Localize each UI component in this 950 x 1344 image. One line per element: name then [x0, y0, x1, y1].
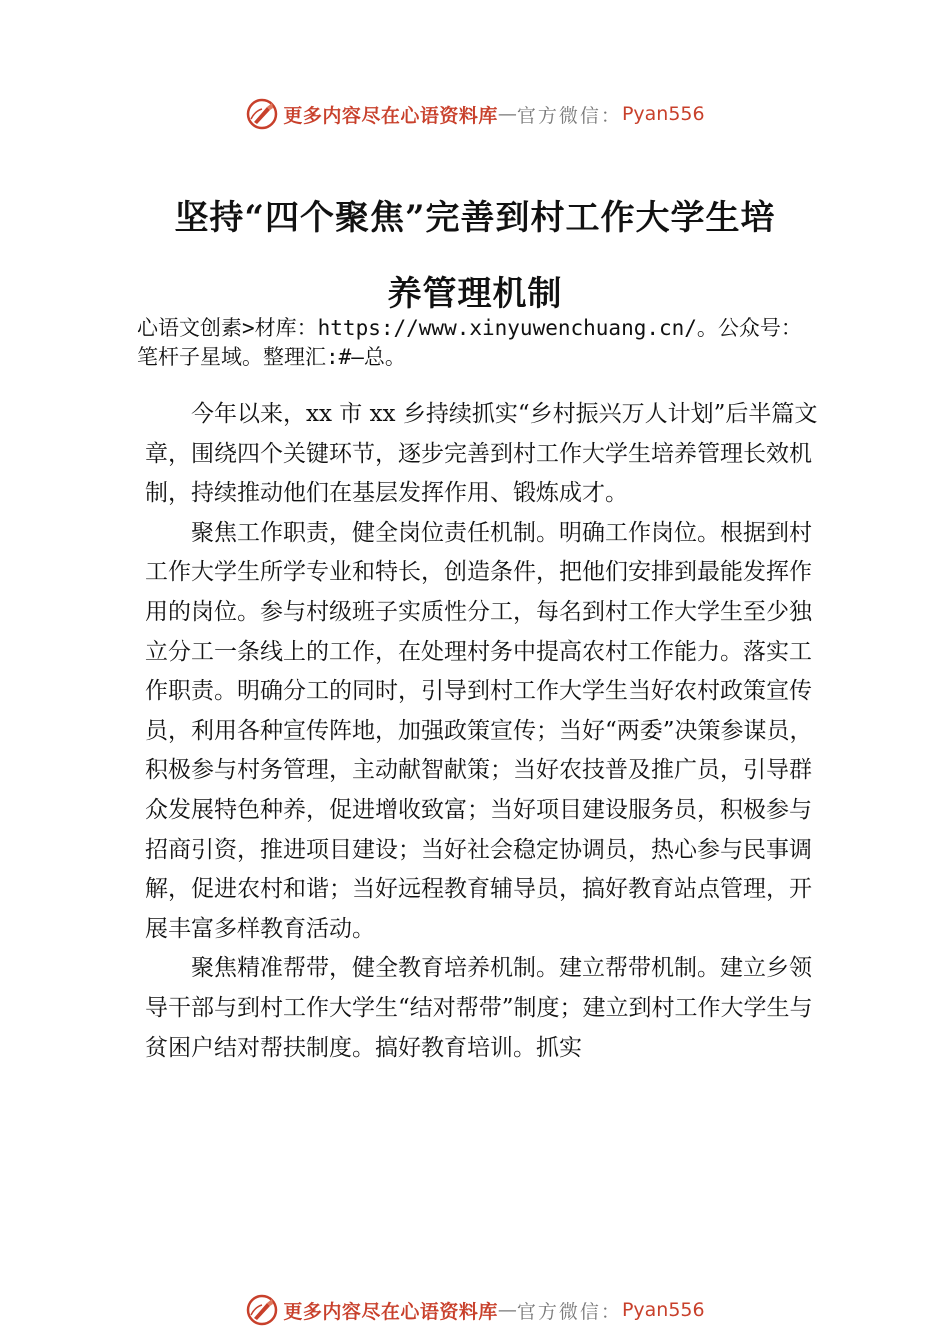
header-banner [0, 94, 950, 134]
banner-main-text: 更多内容尽在心语资料库 [283, 104, 498, 127]
footer-banner [0, 1290, 950, 1330]
pen-logo-icon [245, 1293, 279, 1327]
source-note-line-1: 心语文创素>材库：https://www.xinyuwenchuang.cn/。公众号： [137, 316, 802, 340]
document-title-line-1: 坚持“四个聚焦”完善到村工作大学生培 [174, 198, 776, 238]
banner-wechat-id: Pyan556 [621, 1299, 705, 1321]
banner-separator: — [497, 103, 517, 125]
source-note-line-2: 笔杆子星域。整理汇:#—总。 [137, 345, 406, 369]
source-note [137, 314, 937, 372]
pen-logo-icon [245, 97, 279, 131]
paragraph-mentoring: 聚焦精准帮带，健全教育培养机制。建立帮带机制。建立乡领导干部与到村工作大学生“结对帮带”制度；建立到村工作大学生与贫困户结对帮扶制度。搞好教育培训。抓实 [145, 955, 813, 1061]
banner-wechat-label: 官方微信： [516, 1300, 622, 1323]
paragraph-job-duties: 聚焦工作职责，健全岗位责任机制。明确工作岗位。根据到村工作大学生所学专业和特长，创造条件，把他们安排到最能发挥作用的岗位。参与村级班子实质性分工，每名到村工作大学生至少独立分工一条线上的工作，在处理村务中提高农村工作能力。落实工作职责。明确分工的同时，引导到村工作大学生当好农村政策宣传员，利用各种宣传阵地，加强政策宣传；当好“两委”决策参谋员，积极参与村务管理，主动献智献策；当好农技普及推广员，引导群众发展特色种养，促进增收致富；当好项目建设服务员，积极参与招商引资，推进项目建设；当好社会稳定协调员，热心参与民事调解，促进农村和谐；当好远程教育辅导员，搞好教育站点管理，开展丰富多样教育活动。 [145, 519, 813, 942]
banner-wechat-label: 官方微信： [516, 104, 622, 127]
document-title-line-2: 养管理机制 [387, 274, 563, 314]
banner-wechat-id: Pyan556 [621, 103, 705, 125]
banner-separator: — [497, 1299, 517, 1321]
paragraph-intro: 今年以来，xx 市 xx 乡持续抓实“乡村振兴万人计划”后半篇文章，围绕四个关键环节，逐步完善到村工作大学生培养管理长效机制，持续推动他们在基层发挥作用、锻炼成才。 [145, 401, 818, 507]
banner-main-text: 更多内容尽在心语资料库 [283, 1300, 498, 1323]
document-body [145, 395, 825, 1068]
